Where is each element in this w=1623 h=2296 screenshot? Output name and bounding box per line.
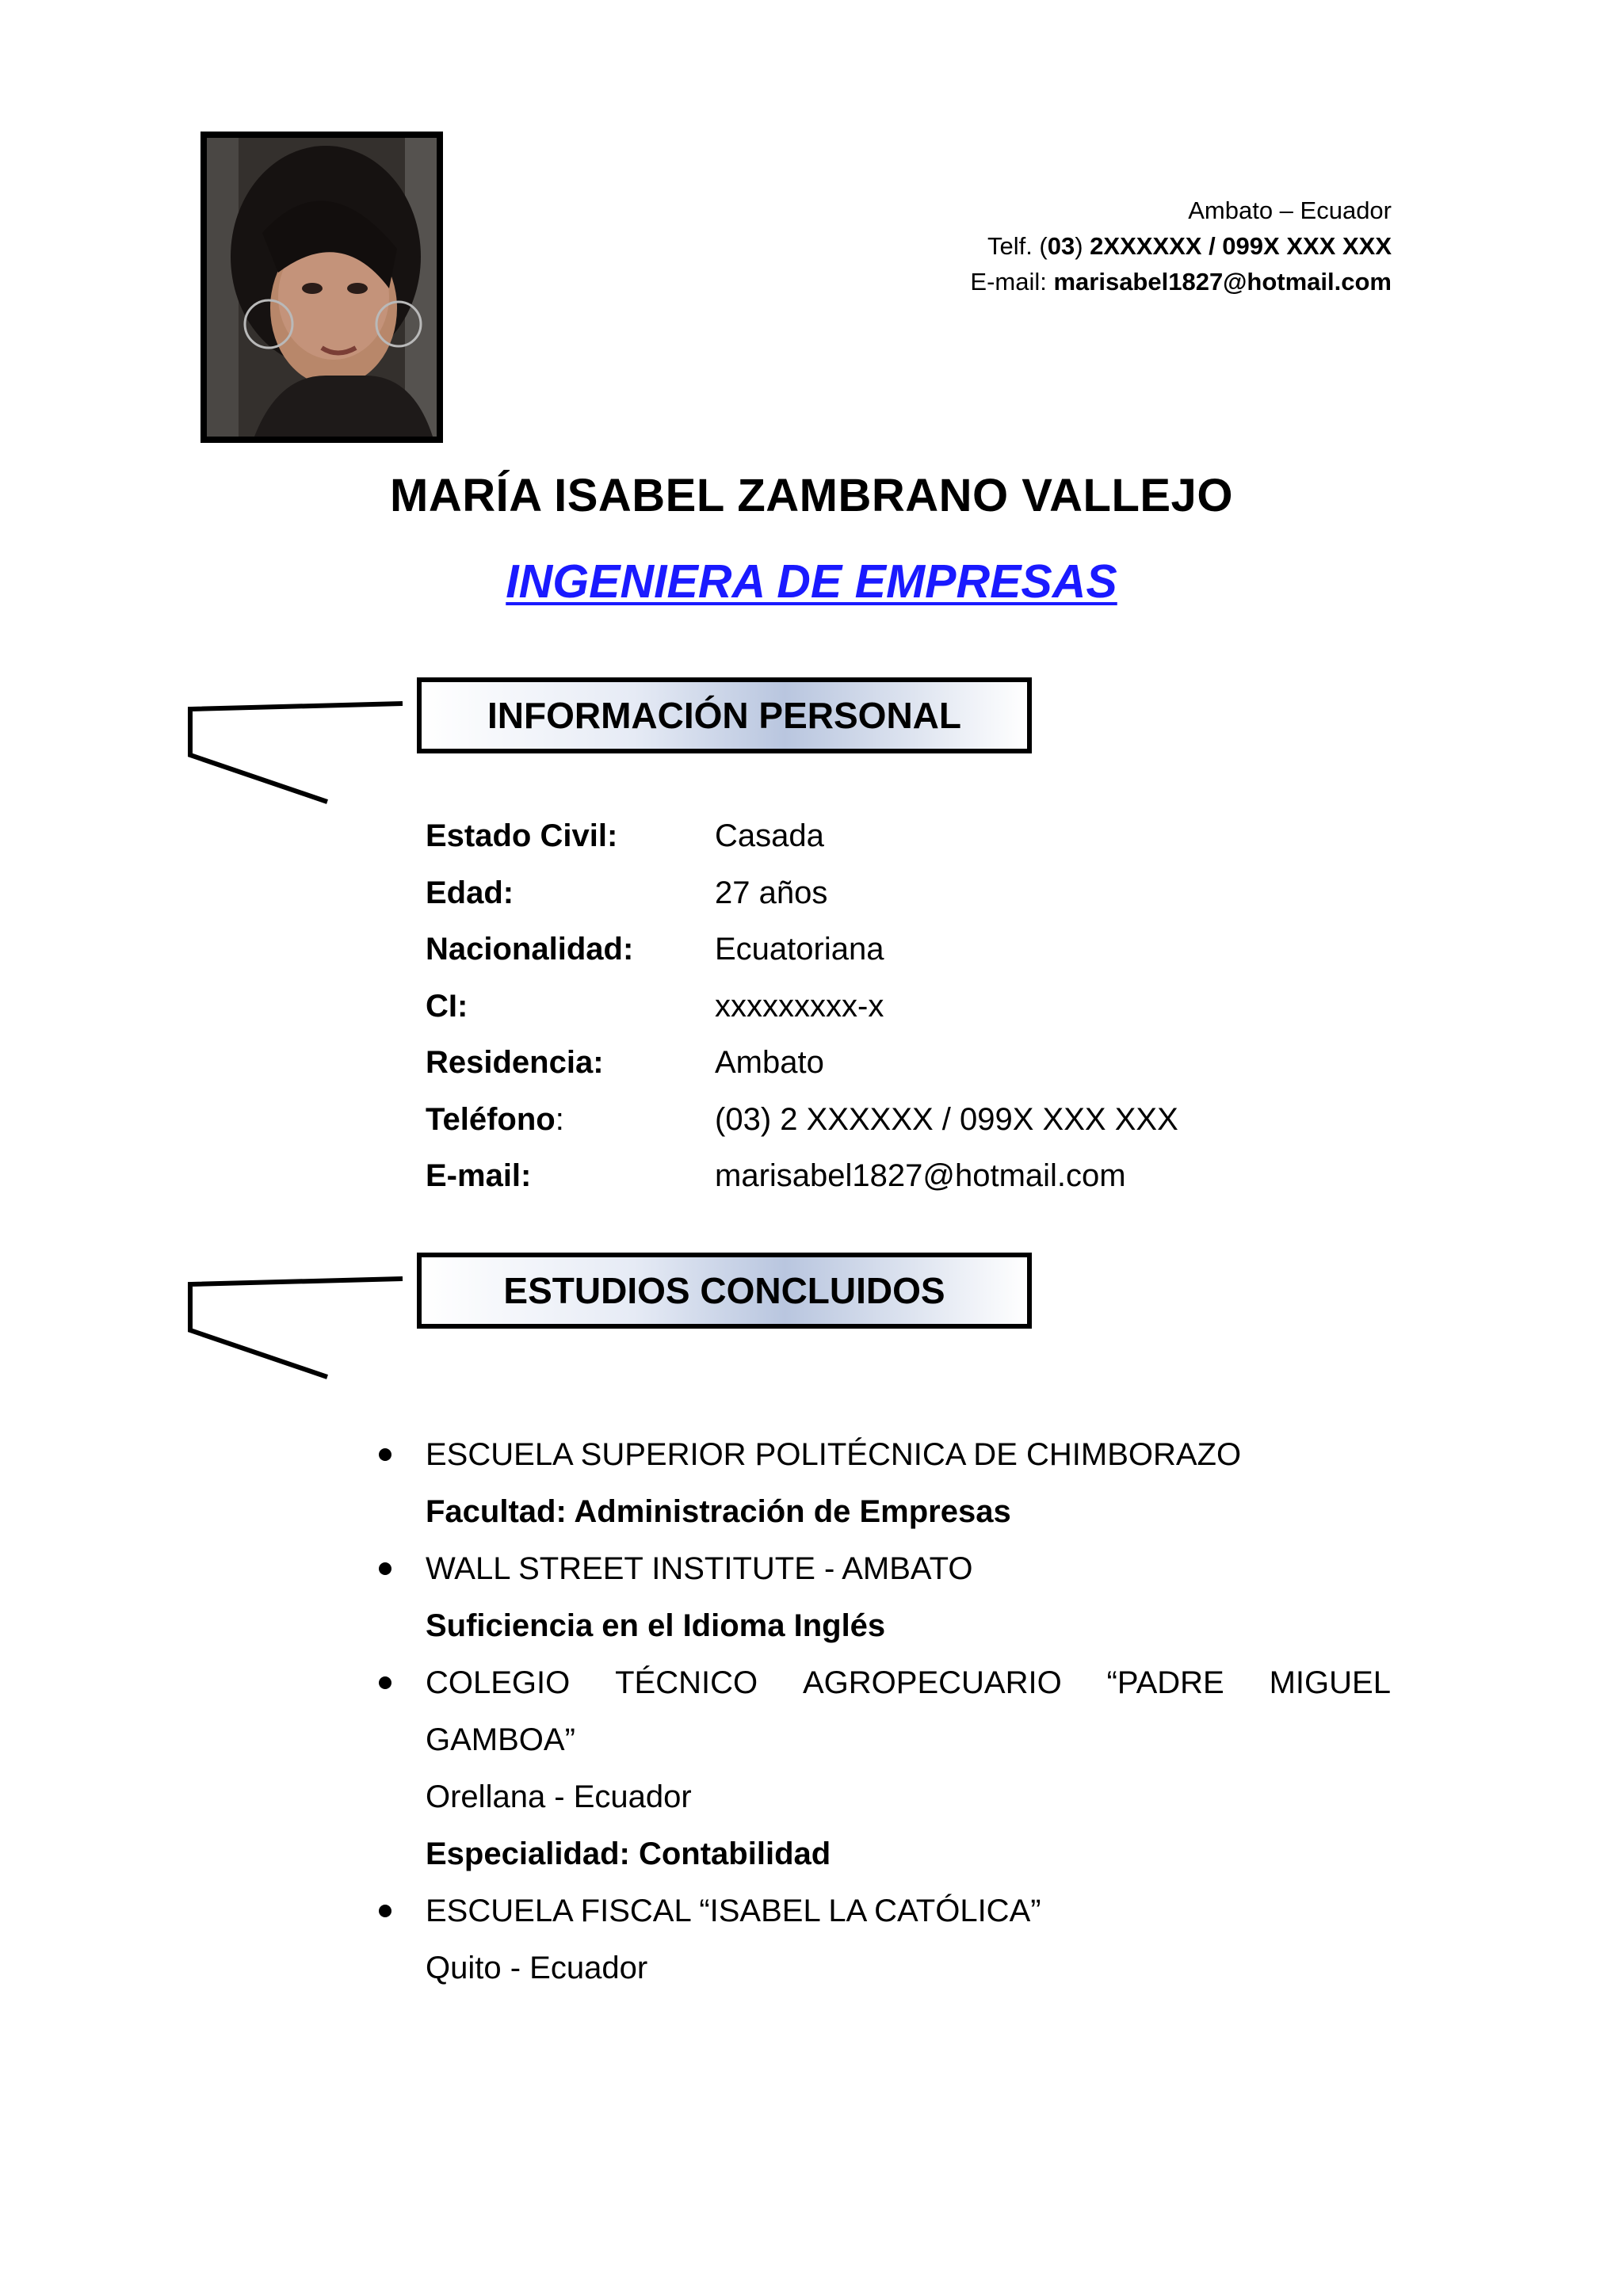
list-item: ESCUELA SUPERIOR POLITÉCNICA DE CHIMBORAZO bbox=[372, 1426, 1391, 1483]
bullet-icon bbox=[379, 1676, 391, 1689]
phone-line: Telf. (03) 2XXXXXX / 099X XXX XXX bbox=[987, 232, 1392, 260]
email-value[interactable]: marisabel1827@hotmail.com bbox=[715, 1158, 1126, 1194]
email-line: E-mail: marisabel1827@hotmail.com bbox=[970, 268, 1392, 296]
contact-block bbox=[970, 193, 1392, 299]
personal-info-table bbox=[426, 808, 1178, 1205]
info-row: E-mail: marisabel1827@hotmail.com bbox=[426, 1158, 1126, 1194]
profile-photo bbox=[200, 132, 443, 443]
info-row: Nacionalidad: Ecuatoriana bbox=[426, 932, 884, 967]
list-item: COLEGIO TÉCNICO AGROPECUARIO “PADRE MIGUEL bbox=[372, 1654, 1391, 1711]
info-row: Residencia: Ambato bbox=[426, 1045, 824, 1081]
section-header-studies: ESTUDIOS CONCLUIDOS bbox=[417, 1253, 1032, 1329]
info-row: Teléfono: (03) 2 XXXXXX / 099X XXX XXX bbox=[426, 1101, 1178, 1137]
list-item: WALL STREET INSTITUTE - AMBATO bbox=[372, 1540, 1391, 1597]
phone-numbers: 2XXXXXX / 099X XXX XXX bbox=[1090, 232, 1392, 260]
info-row: Estado Civil: Casada bbox=[426, 818, 824, 854]
studies-list: ESCUELA SUPERIOR POLITÉCNICA DE CHIMBORAZO Facultad: Administración de Empresas WALL STREET INSTITUTE - AMBATO Suficiencia en el Idioma Inglés COLEGIO TÉCNICO AGROPECUARIO “PADRE MIGUEL GAMBOA” Orellana - Ecuador Especialidad: Contabilidad ESCUELA FISCAL “ISABEL LA CATÓLICA” Quito - Ecuador bbox=[372, 1426, 1391, 1997]
info-row: CI: xxxxxxxxx-x bbox=[426, 988, 884, 1024]
bullet-icon bbox=[379, 1905, 391, 1917]
bullet-icon bbox=[379, 1448, 391, 1461]
full-name: MARÍA ISABEL ZAMBRANO VALLEJO bbox=[390, 470, 1233, 521]
info-row: Edad: 27 años bbox=[426, 875, 828, 910]
section-bracket-icon bbox=[182, 696, 420, 807]
email-link[interactable]: marisabel1827@hotmail.com bbox=[1053, 268, 1392, 296]
city-line: Ambato – Ecuador bbox=[1188, 196, 1392, 224]
bullet-icon bbox=[379, 1562, 391, 1575]
section-header-personal: INFORMACIÓN PERSONAL bbox=[417, 677, 1032, 753]
profession-title[interactable]: INGENIERA DE EMPRESAS bbox=[506, 555, 1117, 608]
list-item: ESCUELA FISCAL “ISABEL LA CATÓLICA” bbox=[372, 1882, 1391, 1939]
section-bracket-icon bbox=[182, 1271, 420, 1382]
